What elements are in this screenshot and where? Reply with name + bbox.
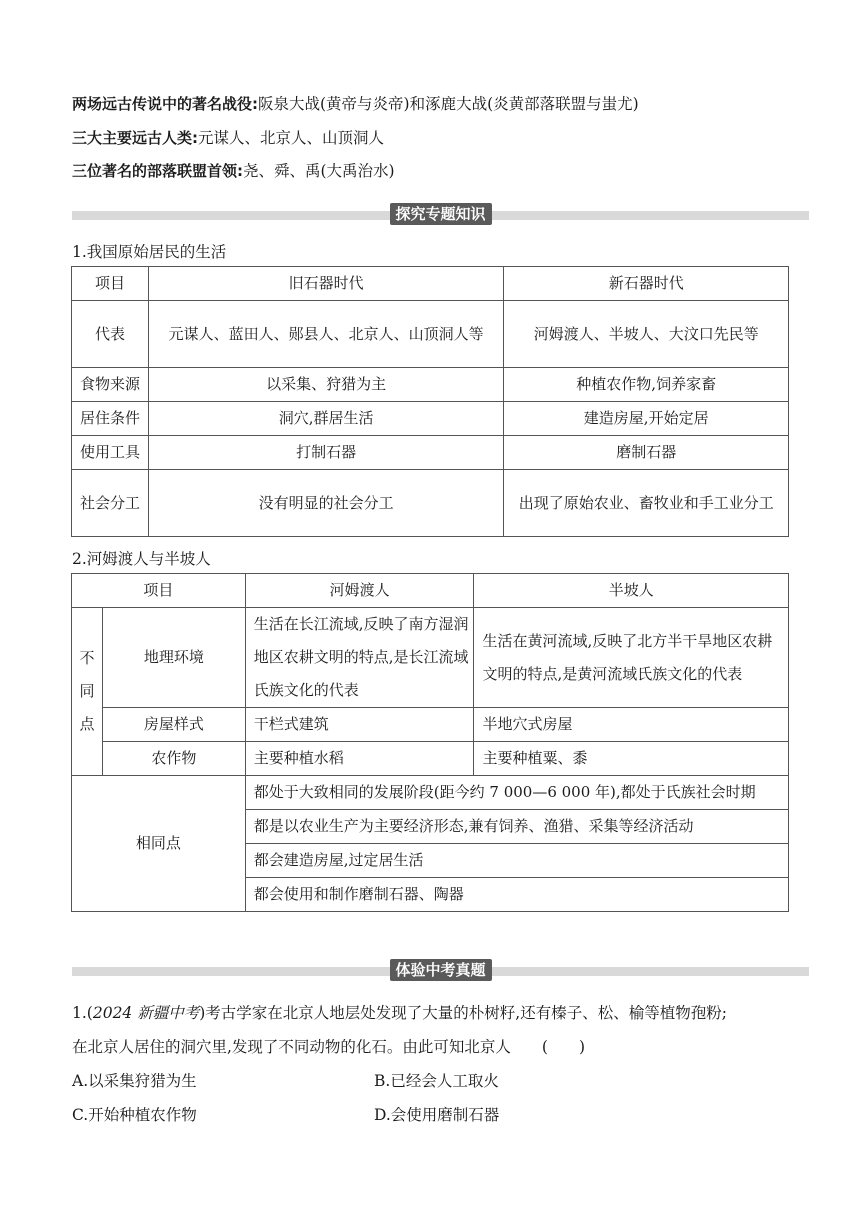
header-cell: 河姆渡人 [245, 574, 474, 608]
table-row [72, 708, 789, 742]
section-banner [72, 203, 809, 225]
table-cell: 都会使用和制作磨制石器、陶器 [245, 878, 788, 912]
table-stone-age [71, 266, 789, 537]
summary-label: 三位著名的部落联盟首领: [72, 162, 243, 180]
section-title: 2.河姆渡人与半坡人 [72, 550, 211, 568]
row-label: 代表 [72, 301, 149, 368]
table-cell: 打制石器 [148, 436, 503, 470]
table-cell: 以采集、狩猎为主 [148, 368, 503, 402]
table-cell: 生活在长江流域,反映了南方湿润地区农耕文明的特点,是长江流域氏族文化的代表 [245, 608, 474, 708]
table-cell: 建造房屋,开始定居 [504, 402, 789, 436]
row-label: 使用工具 [72, 436, 149, 470]
table-cell: 河姆渡人、半坡人、大汶口先民等 [504, 301, 789, 368]
table-row [72, 368, 789, 402]
table-cell: 种植农作物,饲养家畜 [504, 368, 789, 402]
option-c: C.开始种植农作物 [72, 1106, 197, 1124]
header-cell: 半坡人 [474, 574, 789, 608]
table-cell: 元谋人、蓝田人、郧县人、北京人、山顶洞人等 [148, 301, 503, 368]
summary-label: 两场远古传说中的著名战役: [72, 95, 258, 113]
summary-text: 尧、舜、禹(大禹治水) [243, 162, 395, 180]
summary-text: 阪泉大战(黄帝与炎帝)和涿鹿大战(炎黄部落联盟与蚩尤) [258, 95, 639, 113]
table-cell: 都处于大致相同的发展阶段(距今约 7 000—6 000 年),都处于氏族社会时期 [245, 776, 788, 810]
header-cell: 旧石器时代 [148, 267, 503, 301]
summary-label: 三大主要远古人类: [72, 129, 198, 147]
row-label: 居住条件 [72, 402, 149, 436]
option-b: B.已经会人工取火 [374, 1072, 499, 1090]
option-a: A.以采集狩猎为生 [72, 1072, 197, 1090]
banner-label: 探究专题知识 [389, 203, 491, 225]
table-cell: 主要种植粟、黍 [474, 742, 789, 776]
table-cell: 生活在黄河流域,反映了北方半干旱地区农耕文明的特点,是黄河流域氏族文化的代表 [474, 608, 789, 708]
diff-label: 不同点 [72, 608, 103, 776]
table-hemudu-banpo [71, 573, 789, 912]
header-cell: 项目 [72, 267, 149, 301]
table-row [72, 608, 789, 708]
table-cell: 出现了原始农业、畜牧业和手工业分工 [504, 470, 789, 537]
table-header-row [72, 267, 789, 301]
summary-line-2 [72, 128, 384, 148]
table-cell: 干栏式建筑 [245, 708, 474, 742]
table-row [72, 742, 789, 776]
row-label: 房屋样式 [102, 708, 245, 742]
question-stem: )考古学家在北京人地层处发现了大量的朴树籽,还有榛子、松、榆等植物孢粉; [199, 1004, 727, 1022]
summary-line-1 [72, 94, 639, 114]
summary-line-3 [72, 161, 395, 181]
table-row [72, 402, 789, 436]
table-row [72, 436, 789, 470]
table-row [72, 776, 789, 810]
table-cell: 半地穴式房屋 [474, 708, 789, 742]
section-banner [72, 959, 809, 981]
row-label: 农作物 [102, 742, 245, 776]
table-cell: 都是以农业生产为主要经济形态,兼有饲养、渔猎、采集等经济活动 [245, 810, 788, 844]
table-cell: 都会建造房屋,过定居生活 [245, 844, 788, 878]
row-label: 地理环境 [102, 608, 245, 708]
table-cell: 没有明显的社会分工 [148, 470, 503, 537]
question-stem-line-1 [72, 996, 727, 1030]
row-label: 食物来源 [72, 368, 149, 402]
table-cell: 磨制石器 [504, 436, 789, 470]
question-source: 2024 新疆中考 [92, 1004, 200, 1022]
row-label: 社会分工 [72, 470, 149, 537]
question-number: 1.( [72, 1004, 93, 1022]
summary-text: 元谋人、北京人、山顶洞人 [198, 129, 385, 147]
section-title: 1.我国原始居民的生活 [72, 243, 227, 261]
option-d: D.会使用磨制石器 [374, 1106, 500, 1124]
header-cell: 项目 [72, 574, 246, 608]
table-cell: 主要种植水稻 [245, 742, 474, 776]
banner-label: 体验中考真题 [389, 959, 491, 981]
question-stem-line-2: 在北京人居住的洞穴里,发现了不同动物的化石。由此可知北京人 ( ) [72, 1038, 586, 1056]
table-cell: 洞穴,群居生活 [148, 402, 503, 436]
table-row [72, 301, 789, 368]
table-row [72, 470, 789, 537]
header-cell: 新石器时代 [504, 267, 789, 301]
same-label: 相同点 [72, 776, 246, 912]
table-header-row [72, 574, 789, 608]
